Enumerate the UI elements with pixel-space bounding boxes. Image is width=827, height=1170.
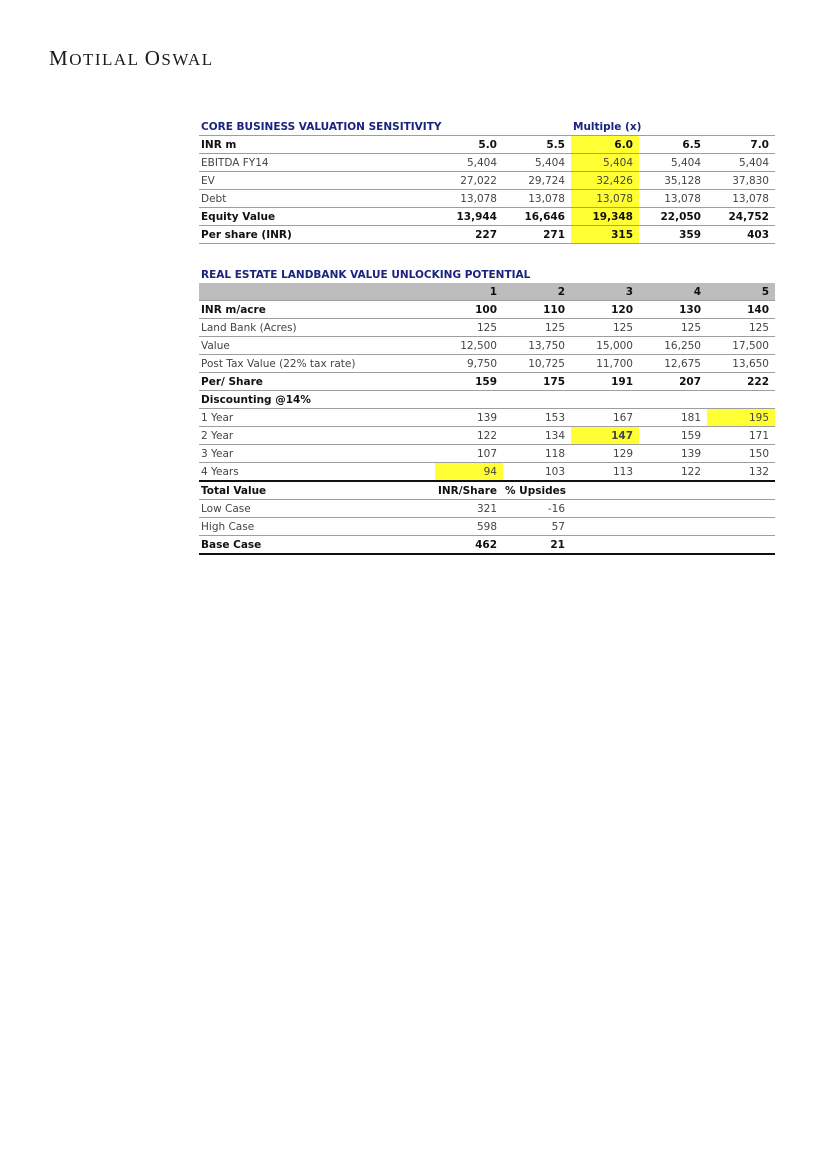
row-label: 1 Year — [199, 409, 435, 427]
table-row — [199, 208, 775, 226]
row-label: Base Case — [199, 536, 435, 555]
cell: 107 — [435, 445, 503, 463]
cell-highlighted: 32,426 — [571, 172, 639, 190]
cell: 13,078 — [639, 190, 707, 208]
table-row — [199, 427, 775, 445]
cell: 12,500 — [435, 337, 503, 355]
table-row — [199, 172, 775, 190]
cell: 598 — [435, 518, 503, 536]
cell: 6.5 — [639, 136, 707, 154]
cell: 171 — [707, 427, 775, 445]
cell: 13,944 — [435, 208, 503, 226]
table-row — [199, 409, 775, 427]
row-label: Value — [199, 337, 435, 355]
table-row — [199, 319, 775, 337]
cell: 120 — [571, 301, 639, 319]
row-label: Discounting @14% — [199, 391, 435, 409]
table-row — [199, 518, 775, 536]
cell: 159 — [435, 373, 503, 391]
row-label: Land Bank (Acres) — [199, 319, 435, 337]
cell: 113 — [571, 463, 639, 482]
cell-highlighted: 147 — [571, 427, 639, 445]
cell-highlighted: 13,078 — [571, 190, 639, 208]
company-logo — [49, 46, 214, 71]
cell-highlighted: 19,348 — [571, 208, 639, 226]
row-label: Equity Value — [199, 208, 435, 226]
cell: 110 — [503, 301, 571, 319]
column-header: % Upsides — [503, 481, 571, 500]
cell: 462 — [435, 536, 503, 555]
cell-highlighted: 195 — [707, 409, 775, 427]
cell: 57 — [503, 518, 571, 536]
cell: -16 — [503, 500, 571, 518]
cell: 16,250 — [639, 337, 707, 355]
column-header: 1 — [435, 283, 503, 301]
cell: 403 — [707, 226, 775, 244]
table-row — [199, 337, 775, 355]
row-label: INR m/acre — [199, 301, 435, 319]
cell: 125 — [707, 319, 775, 337]
landbank-table — [199, 266, 775, 555]
cell: 13,078 — [707, 190, 775, 208]
cell: 125 — [503, 319, 571, 337]
cell: 103 — [503, 463, 571, 482]
column-header: 5 — [707, 283, 775, 301]
column-header: 4 — [639, 283, 707, 301]
row-label: Post Tax Value (22% tax rate) — [199, 355, 435, 373]
cell: 207 — [639, 373, 707, 391]
cell: 130 — [639, 301, 707, 319]
row-label: Debt — [199, 190, 435, 208]
column-header: 3 — [571, 283, 639, 301]
table-row — [199, 445, 775, 463]
table-row — [199, 536, 775, 555]
landbank-title-row — [199, 266, 775, 283]
cell: 9,750 — [435, 355, 503, 373]
cell: 5,404 — [707, 154, 775, 172]
cell: 12,675 — [639, 355, 707, 373]
core-title: CORE BUSINESS VALUATION SENSITIVITY — [199, 118, 435, 136]
row-label: 2 Year — [199, 427, 435, 445]
cell: 118 — [503, 445, 571, 463]
core-valuation-table — [199, 118, 775, 244]
cell-highlighted: 315 — [571, 226, 639, 244]
table-row — [199, 226, 775, 244]
cell: 125 — [435, 319, 503, 337]
table-row — [199, 463, 775, 482]
cell: 13,078 — [435, 190, 503, 208]
cell: 153 — [503, 409, 571, 427]
multiple-label: Multiple (x) — [571, 118, 639, 136]
cell: 122 — [435, 427, 503, 445]
cell: 222 — [707, 373, 775, 391]
row-label: Per share (INR) — [199, 226, 435, 244]
logo-letter: M — [49, 46, 70, 70]
cell: 140 — [707, 301, 775, 319]
row-label: 3 Year — [199, 445, 435, 463]
row-label: High Case — [199, 518, 435, 536]
cell: 24,752 — [707, 208, 775, 226]
cell: 132 — [707, 463, 775, 482]
cell: 100 — [435, 301, 503, 319]
cell: 7.0 — [707, 136, 775, 154]
cell: 129 — [571, 445, 639, 463]
cell: 13,650 — [707, 355, 775, 373]
table-row — [199, 391, 775, 409]
cell: 191 — [571, 373, 639, 391]
logo-text: OTILAL — [69, 50, 145, 69]
cell: 5.0 — [435, 136, 503, 154]
cell: 35,128 — [639, 172, 707, 190]
row-label: 4 Years — [199, 463, 435, 482]
cell: 122 — [639, 463, 707, 482]
cell: 16,646 — [503, 208, 571, 226]
table-row — [199, 355, 775, 373]
cell: 5,404 — [435, 154, 503, 172]
column-header: 2 — [503, 283, 571, 301]
cell: 321 — [435, 500, 503, 518]
cell-highlighted: 6.0 — [571, 136, 639, 154]
table-row — [199, 373, 775, 391]
cell: 134 — [503, 427, 571, 445]
cell: 22,050 — [639, 208, 707, 226]
cell-highlighted: 94 — [435, 463, 503, 482]
cell: 29,724 — [503, 172, 571, 190]
row-label: Per/ Share — [199, 373, 435, 391]
landbank-title: REAL ESTATE LANDBANK VALUE UNLOCKING POTENTIAL — [201, 268, 531, 281]
cell: 125 — [571, 319, 639, 337]
logo-letter: O — [144, 46, 162, 70]
cell: 159 — [639, 427, 707, 445]
cell: 150 — [707, 445, 775, 463]
column-header: INR/Share — [435, 481, 503, 500]
row-label: EBITDA FY14 — [199, 154, 435, 172]
total-header-row — [199, 481, 775, 500]
cell: 10,725 — [503, 355, 571, 373]
row-label: INR m — [199, 136, 435, 154]
cell: 21 — [503, 536, 571, 555]
cell: 175 — [503, 373, 571, 391]
cell: 227 — [435, 226, 503, 244]
table-row — [199, 190, 775, 208]
table-row — [199, 301, 775, 319]
row-label: EV — [199, 172, 435, 190]
cell-highlighted: 5,404 — [571, 154, 639, 172]
cell: 167 — [571, 409, 639, 427]
landbank-header-row — [199, 283, 775, 301]
cell: 5,404 — [639, 154, 707, 172]
cell: 271 — [503, 226, 571, 244]
cell: 37,830 — [707, 172, 775, 190]
cell: 5,404 — [503, 154, 571, 172]
cell: 17,500 — [707, 337, 775, 355]
cell: 15,000 — [571, 337, 639, 355]
cell: 13,078 — [503, 190, 571, 208]
cell: 5.5 — [503, 136, 571, 154]
cell: 11,700 — [571, 355, 639, 373]
cell: 359 — [639, 226, 707, 244]
table-row — [199, 154, 775, 172]
table-row — [199, 136, 775, 154]
cell: 125 — [639, 319, 707, 337]
cell: 27,022 — [435, 172, 503, 190]
cell: 13,750 — [503, 337, 571, 355]
table-row — [199, 500, 775, 518]
logo-text: SWAL — [161, 50, 214, 69]
row-label: Total Value — [199, 481, 435, 500]
core-title-row — [199, 118, 775, 136]
cell: 139 — [435, 409, 503, 427]
valuation-content — [199, 118, 775, 555]
cell: 139 — [639, 445, 707, 463]
row-label: Low Case — [199, 500, 435, 518]
cell: 181 — [639, 409, 707, 427]
spacer — [199, 244, 775, 266]
